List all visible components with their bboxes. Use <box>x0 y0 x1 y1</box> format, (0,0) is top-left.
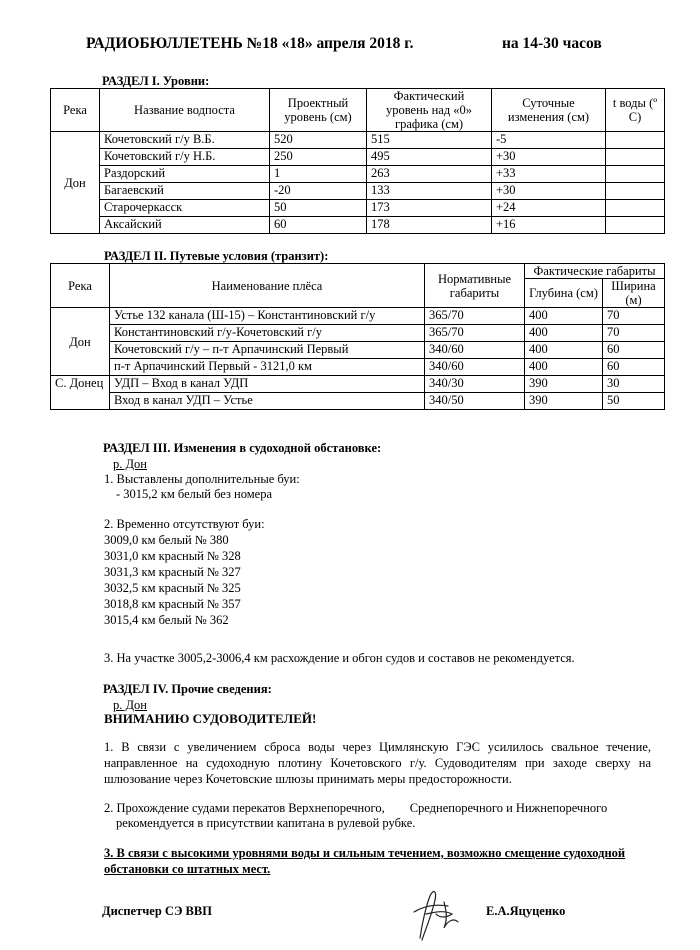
river-cell: Дон <box>51 132 100 234</box>
actual-level-cell: 178 <box>367 217 492 234</box>
buoy-item: 3009,0 км белый № 380 <box>104 533 229 547</box>
reach-cell: п-т Арпачинский Первый - 3121,0 км <box>110 359 425 376</box>
s4-item3: 3. В связи с высокими уровнями воды и сильным течением, возможно смещение судоходной обстановки со штатных мест. <box>104 846 626 876</box>
width-cell: 60 <box>603 342 665 359</box>
buoy-item: 3032,5 км красный № 325 <box>104 581 241 595</box>
col-actual-level: Фактический уровень над «0» графика (см) <box>367 89 492 132</box>
design-level-cell: -20 <box>270 183 367 200</box>
water-temp-cell <box>606 200 665 217</box>
section4-title: РАЗДЕЛ IV. Прочие сведения: <box>103 682 272 696</box>
depth-cell: 390 <box>525 376 603 393</box>
width-cell: 60 <box>603 359 665 376</box>
buoy-item: 3018,8 км красный № 357 <box>104 597 241 611</box>
s3-item1: 1. Выставлены дополнительные буи: <box>104 472 300 486</box>
transit-row <box>51 308 665 325</box>
s3-item2: 2. Временно отсутствуют буи: <box>104 517 265 531</box>
water-temp-cell <box>606 183 665 200</box>
daily-change-cell: +24 <box>492 200 606 217</box>
col-water-temp: t воды (º С) <box>606 89 665 132</box>
design-level-cell: 520 <box>270 132 367 149</box>
attention-heading: ВНИМАНИЮ СУДОВОДИТЕЛЕЙ! <box>104 711 317 726</box>
transit-table <box>50 263 665 410</box>
post-name-cell: Багаевский <box>100 183 270 200</box>
levels-row <box>51 166 665 183</box>
transit-header-row1 <box>51 264 665 279</box>
width-cell: 70 <box>603 308 665 325</box>
water-temp-cell <box>606 132 665 149</box>
levels-table <box>50 88 665 234</box>
river-cell: С. Донец <box>51 376 110 410</box>
col-river: Река <box>51 89 100 132</box>
water-temp-cell <box>606 217 665 234</box>
reach-cell: Вход в канал УДП – Устье <box>110 393 425 410</box>
levels-row <box>51 132 665 149</box>
buoy-item: 3031,0 км красный № 328 <box>104 549 241 563</box>
signature <box>400 884 470 946</box>
col-width: Ширина (м) <box>603 279 665 308</box>
depth-cell: 400 <box>525 342 603 359</box>
missing-buoys-list <box>104 532 241 628</box>
s4-item1: 1. В связи с увеличением сброса воды через Цимлянскую ГЭС усилилось свальное течение, направленное на судоходную плотину Кочетовского г/у. Судоводителям при заходе сверху на шлюзование через Кочетовские шлюзы принимать меры предосторожности. <box>104 740 651 786</box>
reach-cell: УДП – Вход в канал УДП <box>110 376 425 393</box>
col-actual-dimensions: Фактические габариты <box>525 264 665 279</box>
water-temp-cell <box>606 166 665 183</box>
s3-item1-buoy: - 3015,2 км белый без номера <box>116 487 273 501</box>
actual-level-cell: 133 <box>367 183 492 200</box>
section1-title: РАЗДЕЛ I. Уровни: <box>102 74 210 88</box>
reach-cell: Константиновский г/у-Кочетовский г/у <box>110 325 425 342</box>
width-cell: 50 <box>603 393 665 410</box>
title-text: РАДИОБЮЛЛЕТЕНЬ №18 «18» апреля 2018 г. <box>86 35 414 52</box>
river-cell: Дон <box>51 308 110 376</box>
transit-row <box>51 325 665 342</box>
daily-change-cell: +30 <box>492 183 606 200</box>
col-daily-change: Суточные изменения (см) <box>492 89 606 132</box>
width-cell: 70 <box>603 325 665 342</box>
levels-header-row <box>51 89 665 132</box>
reach-cell: Кочетовский г/у – п-т Арпачинский Первый <box>110 342 425 359</box>
normative-cell: 365/70 <box>425 308 525 325</box>
daily-change-cell: +30 <box>492 149 606 166</box>
daily-change-cell: -5 <box>492 132 606 149</box>
post-name-cell: Раздорский <box>100 166 270 183</box>
section3-title: РАЗДЕЛ III. Изменения в судоходной обстановке: <box>103 441 382 455</box>
depth-cell: 390 <box>525 393 603 410</box>
normative-cell: 365/70 <box>425 325 525 342</box>
post-name-cell: Аксайский <box>100 217 270 234</box>
depth-cell: 400 <box>525 325 603 342</box>
water-temp-cell <box>606 149 665 166</box>
col-normative: Нормативные габариты <box>425 264 525 308</box>
transit-row <box>51 376 665 393</box>
design-level-cell: 1 <box>270 166 367 183</box>
dispatcher-position: Диспетчер СЭ ВВП <box>102 904 212 918</box>
post-name-cell: Кочетовский г/у В.Б. <box>100 132 270 149</box>
actual-level-cell: 495 <box>367 149 492 166</box>
bulletin-title <box>86 35 686 53</box>
transit-row <box>51 342 665 359</box>
s3-item3: 3. На участке 3005,2-3006,4 км расхождение и обгон судов и составов не рекомендуется. <box>104 651 575 665</box>
section3-river: р. Дон <box>113 457 147 471</box>
section2-title: РАЗДЕЛ II. Путевые условия (транзит): <box>104 249 329 263</box>
design-level-cell: 250 <box>270 149 367 166</box>
daily-change-cell: +16 <box>492 217 606 234</box>
col-depth: Глубина (см) <box>525 279 603 308</box>
design-level-cell: 60 <box>270 217 367 234</box>
col-river: Река <box>51 264 110 308</box>
depth-cell: 400 <box>525 359 603 376</box>
depth-cell: 400 <box>525 308 603 325</box>
buoy-item: 3015,4 км белый № 362 <box>104 613 229 627</box>
daily-change-cell: +33 <box>492 166 606 183</box>
levels-row <box>51 183 665 200</box>
design-level-cell: 50 <box>270 200 367 217</box>
levels-row <box>51 217 665 234</box>
actual-level-cell: 515 <box>367 132 492 149</box>
actual-level-cell: 263 <box>367 166 492 183</box>
post-name-cell: Старочеркасск <box>100 200 270 217</box>
buoy-item: 3031,3 км красный № 327 <box>104 565 241 579</box>
normative-cell: 340/60 <box>425 359 525 376</box>
section4-river: р. Дон <box>113 698 147 712</box>
col-design-level: Проектный уровень (см) <box>270 89 367 132</box>
post-name-cell: Кочетовский г/у Н.Б. <box>100 149 270 166</box>
col-reach: Наименование плёса <box>110 264 425 308</box>
title-time: на 14-30 часов <box>502 35 602 52</box>
reach-cell: Устье 132 канала (Ш-15) – Константиновский г/у <box>110 308 425 325</box>
normative-cell: 340/50 <box>425 393 525 410</box>
s4-item2-line1: 2. Прохождение судами перекатов Верхнепоречного, Среднепоречного и Нижнепоречного <box>104 801 608 815</box>
width-cell: 30 <box>603 376 665 393</box>
col-post: Название водпоста <box>100 89 270 132</box>
levels-row <box>51 149 665 166</box>
dispatcher-name: Е.А.Яцуценко <box>486 904 566 918</box>
levels-row <box>51 200 665 217</box>
transit-row <box>51 359 665 376</box>
normative-cell: 340/30 <box>425 376 525 393</box>
actual-level-cell: 173 <box>367 200 492 217</box>
s4-item2-line2: рекомендуется в присутствии капитана в рулевой рубке. <box>116 816 416 830</box>
transit-row <box>51 393 665 410</box>
normative-cell: 340/60 <box>425 342 525 359</box>
